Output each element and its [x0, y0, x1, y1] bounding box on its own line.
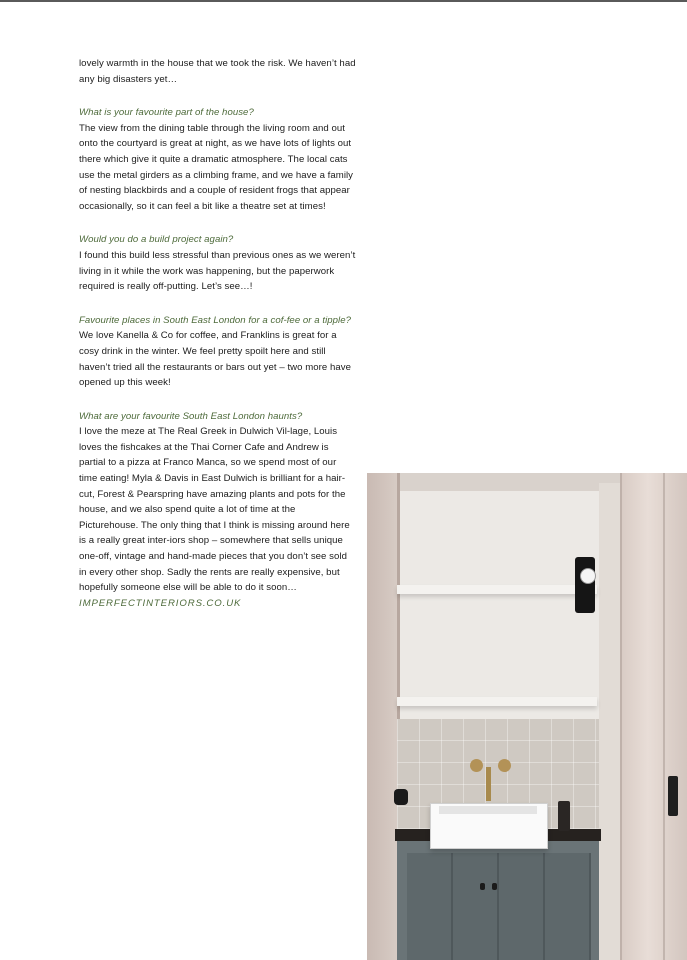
door-handle-left — [394, 789, 408, 805]
niche-ceiling — [400, 473, 622, 491]
cabinet-panel — [407, 853, 453, 960]
cabinet-panel — [499, 853, 545, 960]
door-handle-right — [668, 776, 678, 816]
answer-paragraph: The view from the dining table through the living room and out onto the courtyard is great at night, as we have lots of lights out there which give it quite a dramatic atmosphere. The local cats use the metal girders as a climbing frame, and we have a family of nesting blackbirds and a couple of resident frogs that appear occasionally, so it can feel a bit like a theatre set at times! — [79, 122, 354, 212]
toilet-roll-holder — [575, 557, 595, 613]
answer-paragraph: lovely warmth in the house that we took the risk. We haven’t had any big disasters yet… — [79, 58, 356, 85]
question-heading: Would you do a build project again? — [79, 234, 234, 246]
lower-shelf — [397, 697, 597, 706]
question-heading: What are your favourite South East London haunts? — [79, 410, 303, 422]
cabinet-panel — [545, 853, 591, 960]
door-jamb-left — [367, 473, 397, 960]
tap-handle-left — [470, 759, 483, 772]
question-heading: Favourite places in South East London for a cof-fee or a tipple? — [79, 314, 351, 326]
toilet-roll — [580, 568, 596, 584]
door-frame-right — [622, 473, 687, 960]
soap-dispenser — [558, 801, 570, 831]
bathroom-photo — [367, 473, 687, 960]
cabinet-knob — [492, 883, 497, 890]
cabinet-knob — [480, 883, 485, 890]
brass-tap — [486, 767, 491, 801]
article-column — [79, 56, 357, 611]
upper-shelf — [397, 585, 597, 594]
answer-paragraph: We love Kanella & Co for coffee, and Franklins is great for a cosy drink in the winter. We feel pretty spoilt here and still haven’t tried all the restaurants or bars out yet – two more have opened up this week! — [79, 330, 352, 389]
top-rule — [0, 0, 687, 2]
cabinet-panel — [453, 853, 499, 960]
answer-paragraph: I found this build less stressful than previous ones as we weren’t living in it while the work was happening, but the paperwork required is really off-putting. Let’s see…! — [79, 249, 356, 293]
door-frame-moulding — [663, 473, 665, 960]
answer-paragraph: I love the meze at The Real Greek in Dulwich Vil-lage, Louis loves the fishcakes at the Thai Corner Cafe and Andrew is partial to a pizza at Franco Manca, so we spend most of our time eating! Myla & Davis in East Dulwich is brilliant for a hair-cut, Forest & Pearspring have amazing plants and pots for the house, and we also spend quite a lot of time at the Picturehouse. The only thing that I think is missing around here is a really great inter-iors shop – somewhere that sells unique one-off, vintage and hand-made pieces that you don’t see sold in every other shop. Sadly the rents are really expensive, but hopefully someone else will be able to do it soon… — [79, 426, 350, 594]
tap-handle-right — [498, 759, 511, 772]
website-link[interactable]: IMPERFECTINTERIORS.CO.UK — [79, 597, 242, 609]
basin-rim — [439, 806, 537, 814]
question-heading: What is your favourite part of the house? — [79, 107, 254, 119]
